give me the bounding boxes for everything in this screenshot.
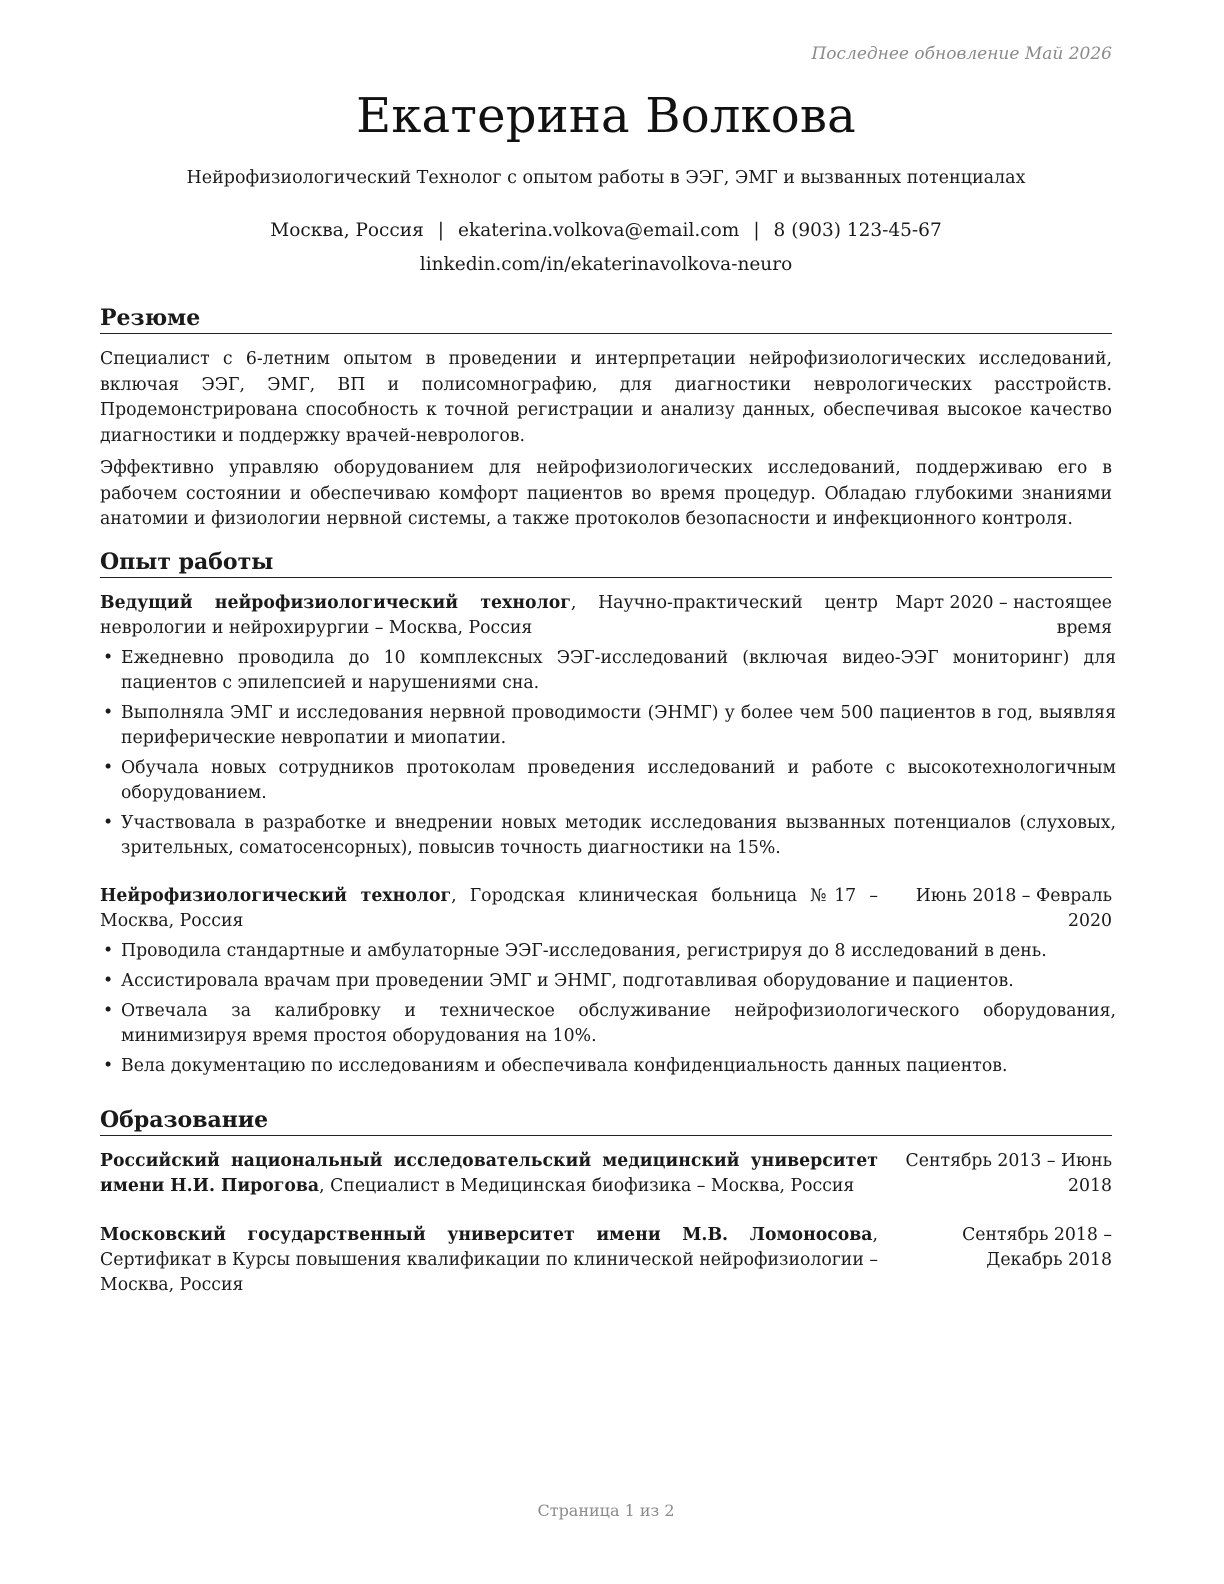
contact-line bbox=[100, 220, 1112, 241]
linkedin-link[interactable]: linkedin.com/in/ekaterinavolkova-neuro bbox=[419, 254, 793, 275]
location: Москва, Россия bbox=[270, 220, 424, 241]
education-dates: Сентябрь 2013 – Июнь 2018 bbox=[905, 1151, 1112, 1196]
institution-name: Московский государственный университет имени М.В. Ломоносова bbox=[100, 1225, 873, 1245]
list-item: • Ежедневно проводила до 10 комплексных ЭЭГ-исследований (включая видео-ЭЭГ мониторинг) для пациентов с эпилепсией и нарушениями сна. bbox=[103, 648, 1116, 693]
job-employer: , Научно-практический центр неврологии и нейрохирургии – Москва, Россия bbox=[100, 593, 878, 638]
resume-page bbox=[100, 0, 1116, 1584]
bullet-icon: • bbox=[103, 758, 114, 778]
job-bullets bbox=[100, 646, 1116, 866]
list-item: • Проводила стандартные и амбулаторные ЭЭГ-исследования, регистрируя до 8 исследований в день. bbox=[100, 939, 1116, 964]
education-dates: Сентябрь 2018 – Декабрь 2018 bbox=[962, 1225, 1112, 1270]
education-details: , Сертификат в Курсы повышения квалификации по клинической нейрофизиологии – Москва, Россия bbox=[100, 1225, 878, 1295]
bullet-icon: • bbox=[103, 703, 114, 723]
institution-name: Российский национальный исследовательский медицинский университет имени Н.И. Пирогова bbox=[100, 1151, 878, 1196]
job-dates: Июнь 2018 – Февраль 2020 bbox=[915, 886, 1112, 931]
job-bullets bbox=[100, 939, 1116, 1084]
summary-paragraph: Специалист с 6-летним опытом в проведении и интерпретации нейрофизиологических исследований, включая ЭЭГ, ЭМГ, ВП и полисомнографию, для диагностики неврологических расстройств. Продемонстрирована способность к точной регистрации и анализу данных, обеспечивая высокое качество диагностики и поддержку врачей-неврологов. bbox=[100, 349, 1112, 446]
job-header bbox=[100, 884, 1112, 936]
bullet-icon: • bbox=[103, 971, 114, 991]
job-title: Ведущий нейрофизиологический технолог bbox=[100, 593, 571, 613]
bullet-icon: • bbox=[103, 1056, 114, 1076]
page-number: Страница 1 из 2 bbox=[537, 1501, 675, 1520]
bullet-icon: • bbox=[103, 1001, 114, 1021]
job-title-line bbox=[100, 884, 878, 934]
list-item: • Выполняла ЭМГ и исследования нервной проводимости (ЭНМГ) у более чем 500 пациентов в год, выявляя периферические невропатии и миопатии. bbox=[103, 703, 1116, 748]
last-updated: Последнее обновление Май 2026 bbox=[811, 44, 1112, 64]
list-item: • Вела документацию по исследованиям и обеспечивала конфиденциальность данных пациентов. bbox=[100, 1054, 1116, 1079]
bullet-icon: • bbox=[103, 941, 114, 961]
candidate-headline: Нейрофизиологический Технолог с опытом работы в ЭЭГ, ЭМГ и вызванных потенциалах bbox=[186, 168, 1026, 188]
list-item: • Участвовала в разработке и внедрении новых методик исследования вызванных потенциалов (слуховых, зрительных, соматосенсорных), повысив точность диагностики на 15%. bbox=[103, 813, 1116, 858]
education-details: , Специалист в Медицинская биофизика – Москва, Россия bbox=[319, 1176, 855, 1196]
job-title: Нейрофизиологический технолог bbox=[100, 886, 452, 906]
bullet-icon: • bbox=[103, 813, 114, 833]
job-title-line bbox=[100, 591, 878, 641]
job-employer: , Городская клиническая больница №17 – Москва, Россия bbox=[100, 886, 878, 931]
email-link[interactable]: ekaterina.volkova@email.com bbox=[458, 220, 740, 241]
phone-number: 8 (903) 123-45-67 bbox=[773, 220, 942, 241]
section-heading-experience: Опыт работы bbox=[100, 548, 1112, 578]
education-entry bbox=[100, 1223, 1112, 1301]
list-item: • Обучала новых сотрудников протоколам проведения исследований и работе с высокотехнологичным оборудованием. bbox=[103, 758, 1116, 803]
education-entry bbox=[100, 1149, 1112, 1201]
section-heading-education: Образование bbox=[100, 1106, 1112, 1136]
candidate-name: Екатерина Волкова bbox=[356, 88, 856, 144]
bullet-icon: • bbox=[103, 648, 114, 668]
section-heading-summary: Резюме bbox=[100, 304, 1112, 334]
education-title-line bbox=[100, 1149, 878, 1199]
education-title-line bbox=[100, 1223, 878, 1298]
summary-paragraph: Эффективно управляю оборудованием для нейрофизиологических исследований, поддерживаю его в рабочем состоянии и обеспечиваю комфорт пациентов во время процедур. Обладаю глубокими знаниями анатомии и физиологии нервной системы, а также протоколов безопасности и инфекционного контроля. bbox=[100, 458, 1112, 529]
separator: | bbox=[437, 220, 445, 241]
list-item: • Отвечала за калибровку и техническое обслуживание нейрофизиологического оборудования, минимизируя время простоя оборудования на 10%. bbox=[103, 1001, 1116, 1046]
job-header bbox=[100, 591, 1112, 643]
separator: | bbox=[753, 220, 760, 241]
list-item: • Ассистировала врачам при проведении ЭМГ и ЭНМГ, подготавливая оборудование и пациентов. bbox=[100, 969, 1116, 994]
job-dates: Март 2020 – настоящее время bbox=[895, 593, 1112, 638]
